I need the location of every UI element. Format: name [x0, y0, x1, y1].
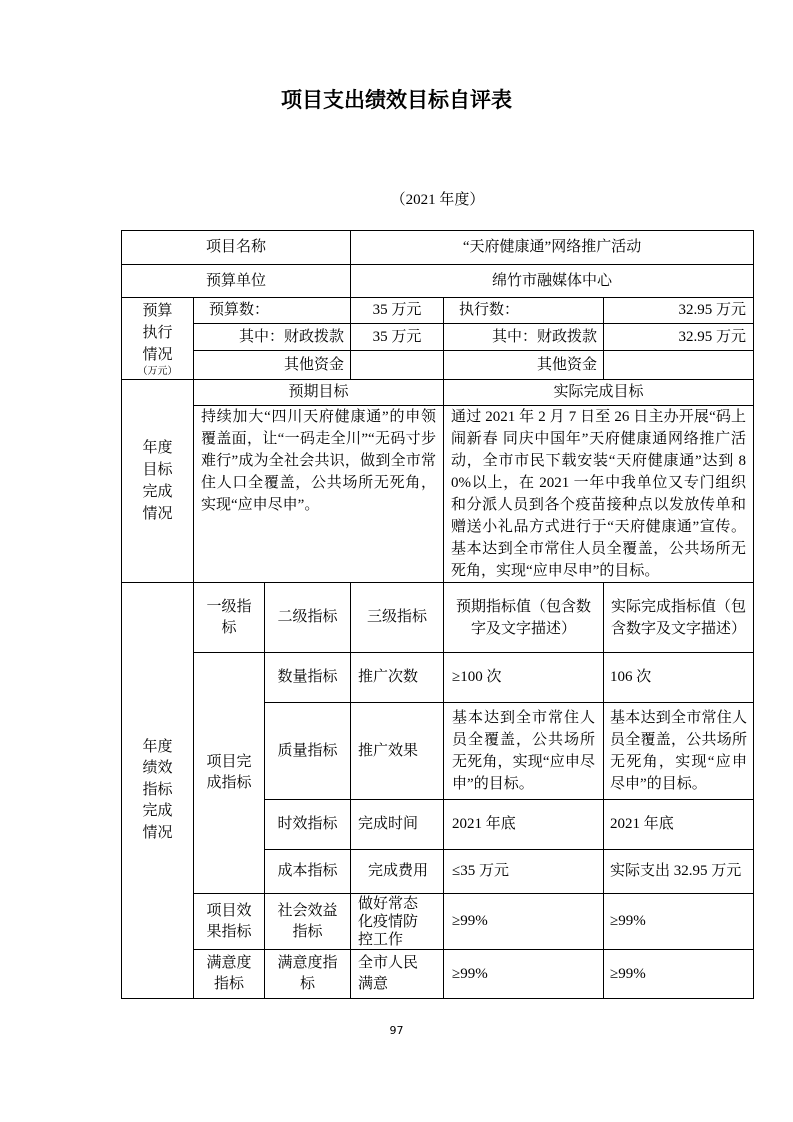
budget-row — [122, 298, 754, 324]
budget-amount-value: 35 万元 — [351, 298, 444, 324]
budget-amount-label: 预算数： — [194, 298, 351, 324]
budget-execution-cell — [122, 298, 194, 380]
fiscal-appropriation-exec: 32.95 万元 — [604, 324, 754, 351]
self-evaluation-table — [121, 230, 754, 999]
other-funds-row — [122, 351, 754, 380]
level1-project-effect: 项目效果指标 — [194, 894, 265, 950]
fiscal-appropriation-exec-label: 其中：财政拨款 — [444, 324, 604, 351]
level3-cell: 推广次数 — [351, 653, 444, 703]
header-expected-value: 预期指标值（包含数字及文字描述） — [444, 583, 604, 653]
actual-value-cell: 2021 年底 — [604, 800, 754, 850]
level3-cell: 做好常态化疫情防控工作 — [351, 894, 444, 950]
actual-value-cell: 实际支出 32.95 万元 — [604, 850, 754, 894]
annual-goal-cell — [122, 380, 194, 583]
project-name-label: 项目名称 — [122, 231, 351, 265]
expected-goal-header: 预期目标 — [194, 380, 444, 406]
project-name-row — [122, 231, 754, 265]
table-row — [122, 653, 754, 703]
header-level3: 三级指标 — [351, 583, 444, 653]
annual-goal-label: 年度目标完成情况 — [142, 440, 173, 522]
budget-execution-label: 预算执行情况 — [142, 302, 173, 363]
project-name-value: “天府健康通”网络推广活动 — [351, 231, 754, 265]
other-funds-label: 其他资金 — [194, 351, 351, 380]
level2-cell: 社会效益指标 — [265, 894, 351, 950]
performance-label: 年度绩效指标完成情况 — [142, 738, 173, 841]
level2-cell: 数量指标 — [265, 653, 351, 703]
actual-value-cell: ≥99% — [604, 894, 754, 950]
fiscal-appropriation-budget: 35 万元 — [351, 324, 444, 351]
level1-project-completion: 项目完成指标 — [194, 653, 265, 894]
level1-satisfaction: 满意度指标 — [194, 950, 265, 999]
level2-cell: 质量指标 — [265, 703, 351, 800]
budget-unit-note: （万元） — [137, 365, 178, 377]
actual-value-cell: 基本达到全市常住人员全覆盖，公共场所无死角，实现“应申尽申”的目标。 — [604, 703, 754, 800]
budget-unit-row — [122, 265, 754, 298]
document-title: 项目支出绩效目标自评表 — [281, 88, 512, 112]
actual-value-cell: ≥99% — [604, 950, 754, 999]
header-level1: 一级指标 — [194, 583, 265, 653]
expected-value-cell: ≥99% — [444, 950, 604, 999]
budget-unit-value: 绵竹市融媒体中心 — [351, 265, 754, 298]
other-funds-budget — [351, 351, 444, 380]
fiscal-appropriation-label: 其中：财政拨款 — [194, 324, 351, 351]
level3-cell: 完成费用 — [351, 850, 444, 894]
expected-value-cell: 基本达到全市常住人员全覆盖，公共场所无死角，实现“应申尽申”的目标。 — [444, 703, 604, 800]
execution-amount-label: 执行数： — [444, 298, 604, 324]
expected-value-cell: ≤35 万元 — [444, 850, 604, 894]
table-row — [122, 950, 754, 999]
level3-cell: 完成时间 — [351, 800, 444, 850]
actual-goal-text: 通过 2021 年 2 月 7 日至 26 日主办开展“码上闹新春 同庆中国年”天府健康通网络推广活动，全市市民下载安装“天府健康通”达到 80%以上，在 2021 一年中我单位又专门组织和分派人员到各个疫苗接种点以发放传单和赠送小礼品方式进行于“天府健康通”宣传。基本达到全市常住人员全覆盖，公共场所无死角，实现“应申尽申”的目标。 — [444, 406, 754, 583]
performance-cell — [122, 583, 194, 999]
fiscal-appropriation-row — [122, 324, 754, 351]
fiscal-year: （2021 年度） — [390, 192, 485, 208]
table-row — [122, 894, 754, 950]
level3-cell: 全市人民满意 — [351, 950, 444, 999]
expected-value-cell: 2021 年底 — [444, 800, 604, 850]
other-funds-exec — [604, 351, 754, 380]
level2-cell: 时效指标 — [265, 800, 351, 850]
expected-value-cell: ≥100 次 — [444, 653, 604, 703]
indicator-header-row — [122, 583, 754, 653]
header-level2: 二级指标 — [265, 583, 351, 653]
expected-value-cell: ≥99% — [444, 894, 604, 950]
other-funds-exec-label: 其他资金 — [444, 351, 604, 380]
level3-cell: 推广效果 — [351, 703, 444, 800]
level2-cell: 成本指标 — [265, 850, 351, 894]
annual-goal-header-row — [122, 380, 754, 406]
budget-unit-label: 预算单位 — [122, 265, 351, 298]
execution-amount-value: 32.95 万元 — [604, 298, 754, 324]
header-actual-value: 实际完成指标值（包含数字及文字描述） — [604, 583, 754, 653]
actual-goal-header: 实际完成目标 — [444, 380, 754, 406]
actual-value-cell: 106 次 — [604, 653, 754, 703]
annual-goal-content-row — [122, 406, 754, 583]
expected-goal-text: 持续加大“四川天府健康通”的申领覆盖面，让“一码走全川”“无码寸步难行”成为全社会共识，做到全市常住人口全覆盖，公共场所无死角，实现“应申尽申”。 — [194, 406, 444, 583]
level2-cell: 满意度指标 — [265, 950, 351, 999]
page-number: 97 — [389, 1024, 404, 1037]
